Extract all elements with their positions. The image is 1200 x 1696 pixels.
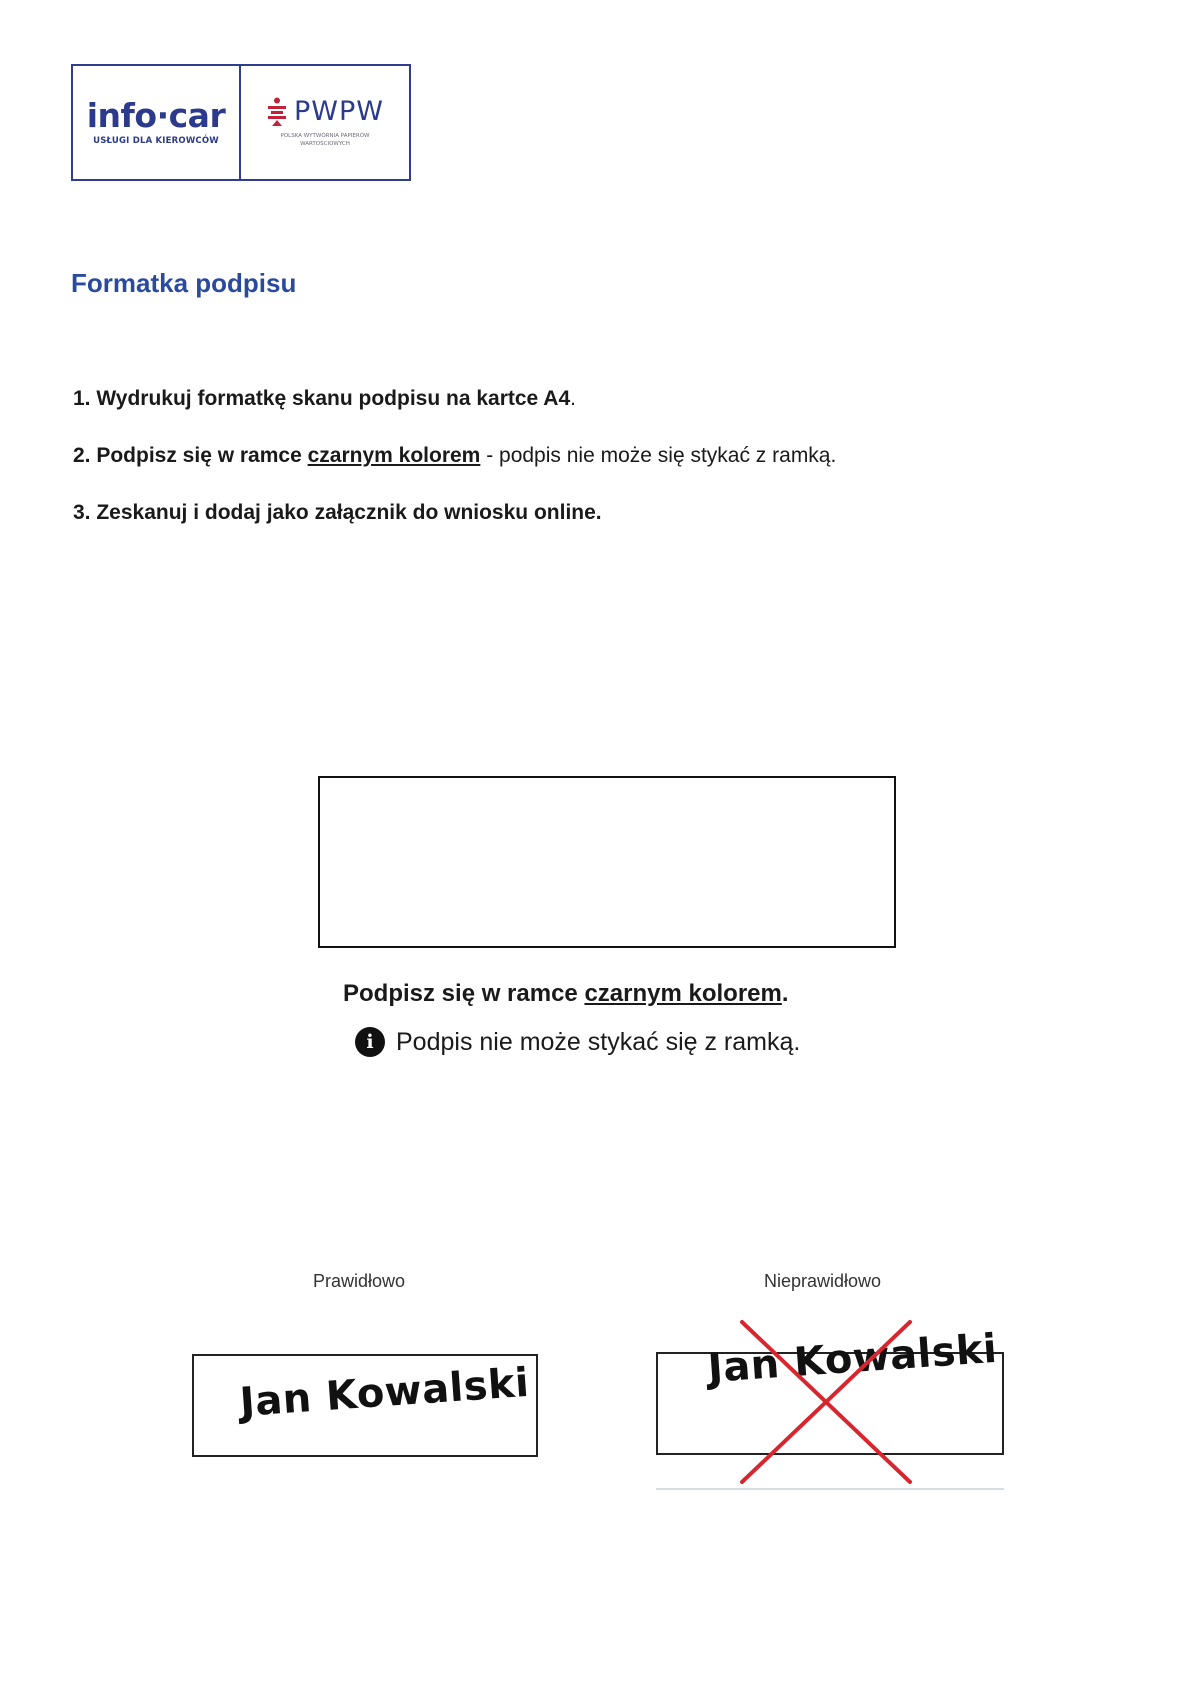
signature-instruction-suffix: . xyxy=(781,980,789,1007)
step-2-bold-text: 2. Podpisz się w ramce xyxy=(73,444,308,467)
step-1 xyxy=(73,386,1123,443)
signature-frame xyxy=(318,776,896,948)
step-2-underlined-text: czarnym kolorem xyxy=(307,444,481,467)
step-2 xyxy=(73,443,1123,500)
pwpw-emblem-icon xyxy=(266,97,288,127)
step-2-plain-text: - podpis nie może się stykać z ramką. xyxy=(480,444,837,467)
incorrect-example-label: Nieprawidłowo xyxy=(764,1271,882,1291)
infocar-logo-tagline: USŁUGI DLA KIEROWCÓW xyxy=(93,136,219,146)
instruction-steps xyxy=(73,386,1123,557)
info-circle-icon: i xyxy=(355,1027,385,1057)
red-x-icon xyxy=(738,1318,914,1486)
step-3-bold-text: 3. Zeskanuj i dodaj jako załącznik do wniosku online. xyxy=(73,501,602,524)
step-1-plain-text: . xyxy=(570,387,576,410)
signature-instruction xyxy=(343,980,789,1008)
pwpw-logo-word: PWPW xyxy=(294,96,384,128)
step-3 xyxy=(73,500,1123,557)
signature-instruction-prefix: Podpisz się w ramce xyxy=(343,980,585,1007)
incorrect-example-signature: Jan Kowalski xyxy=(706,1325,999,1392)
correct-example-label: Prawidłowo xyxy=(313,1271,406,1291)
step-1-bold-text: 1. Wydrukuj formatkę skanu podpisu na kartce A4 xyxy=(73,387,571,410)
signature-note xyxy=(355,1027,800,1057)
signature-instruction-underlined: czarnym kolorem xyxy=(584,980,782,1007)
infocar-logo-word: info·car xyxy=(86,96,226,135)
incorrect-example-underline xyxy=(656,1488,1004,1490)
header-logos xyxy=(71,64,411,181)
signature-note-text: Podpis nie może stykać się z ramką. xyxy=(396,1027,801,1056)
pwpw-logo-tagline: POLSKA WYTWÓRNIA PAPIERÓW WARTOŚCIOWYCH xyxy=(280,132,370,147)
page-title: Formatka podpisu xyxy=(71,268,297,298)
correct-example-signature: Jan Kowalski xyxy=(238,1359,531,1426)
pwpw-logo xyxy=(241,66,409,179)
infocar-logo xyxy=(73,66,241,179)
